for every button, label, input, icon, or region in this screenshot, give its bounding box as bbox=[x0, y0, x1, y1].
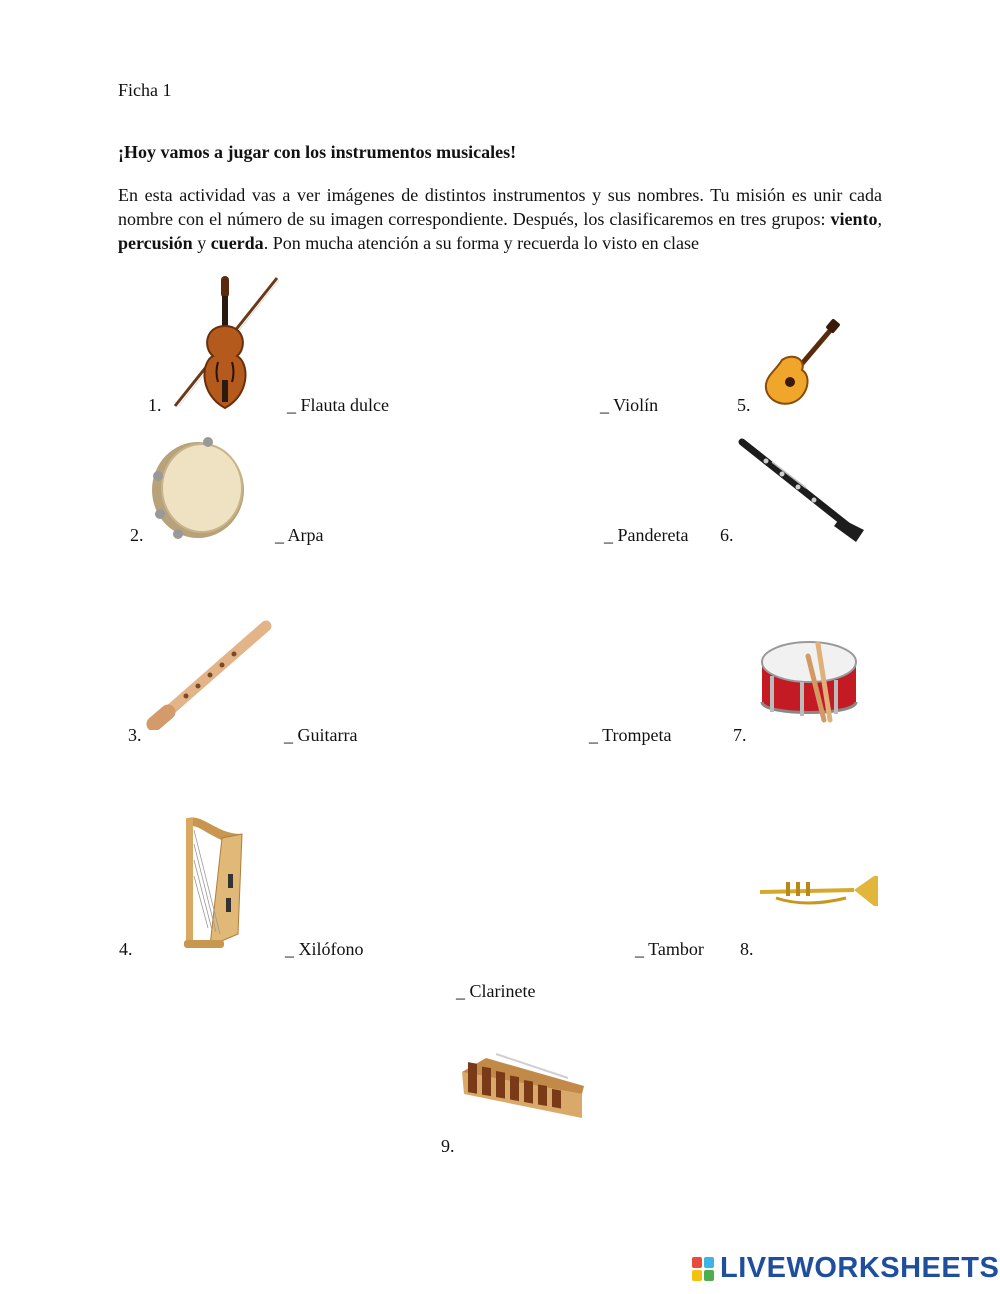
sheet-label: Ficha 1 bbox=[118, 80, 172, 100]
image-number-9: 9. bbox=[441, 1136, 455, 1156]
image-number-4: 4. bbox=[119, 939, 133, 959]
answer-slot-xilofono[interactable]: _ Xilófono bbox=[285, 939, 364, 959]
answer-slot-tambor[interactable]: _ Tambor bbox=[635, 939, 704, 959]
image-number-1: 1. bbox=[148, 395, 162, 415]
answer-slot-guitarra[interactable]: _ Guitarra bbox=[284, 725, 358, 745]
guitar-icon bbox=[760, 318, 842, 410]
answer-slot-arpa[interactable]: _ Arpa bbox=[275, 525, 324, 545]
image-number-2: 2. bbox=[130, 525, 144, 545]
clarinet-icon bbox=[736, 438, 868, 544]
tambourine-icon bbox=[148, 436, 248, 540]
answer-slot-pandereta[interactable]: _ Pandereta bbox=[604, 525, 689, 545]
intro-sep-1: , bbox=[877, 209, 882, 229]
harp-icon bbox=[182, 814, 248, 950]
answer-slot-flauta-dulce[interactable]: _ Flauta dulce bbox=[287, 395, 389, 415]
image-number-7: 7. bbox=[733, 725, 747, 745]
intro-sep-2: y bbox=[192, 233, 211, 253]
drum-icon bbox=[756, 636, 862, 726]
group-wind: viento bbox=[830, 209, 878, 229]
image-number-5: 5. bbox=[737, 395, 751, 415]
answer-slot-clarinete[interactable]: _ Clarinete bbox=[456, 981, 536, 1001]
violin-icon bbox=[165, 270, 283, 412]
page-title: ¡Hoy vamos a jugar con los instrumentos musicales! bbox=[118, 142, 517, 162]
intro-text-2: . Pon mucha atención a su forma y recuerda lo visto en clase bbox=[263, 233, 700, 253]
image-number-6: 6. bbox=[720, 525, 734, 545]
liveworksheets-logo bbox=[692, 1252, 999, 1285]
answer-slot-trompeta[interactable]: _ Trompeta bbox=[589, 725, 672, 745]
group-percussion: percusión bbox=[118, 233, 193, 253]
xylophone-icon bbox=[456, 1048, 588, 1122]
logo-mark-icon bbox=[692, 1257, 714, 1281]
intro-paragraph bbox=[118, 183, 882, 255]
answer-slot-violin[interactable]: _ Violín bbox=[600, 395, 659, 415]
recorder-icon bbox=[146, 620, 274, 730]
intro-text-1: En esta actividad vas a ver imágenes de distintos instrumentos y sus nombres. Tu misión es unir cada nombre con el número de su imagen correspondiente. Después, los clasificaremos en tres grupos: bbox=[118, 185, 882, 229]
brand-name: LIVEWORKSHEETS bbox=[720, 1252, 1000, 1284]
image-number-8: 8. bbox=[740, 939, 754, 959]
trumpet-icon bbox=[756, 872, 880, 912]
image-number-3: 3. bbox=[128, 725, 142, 745]
group-string: cuerda bbox=[210, 233, 264, 253]
